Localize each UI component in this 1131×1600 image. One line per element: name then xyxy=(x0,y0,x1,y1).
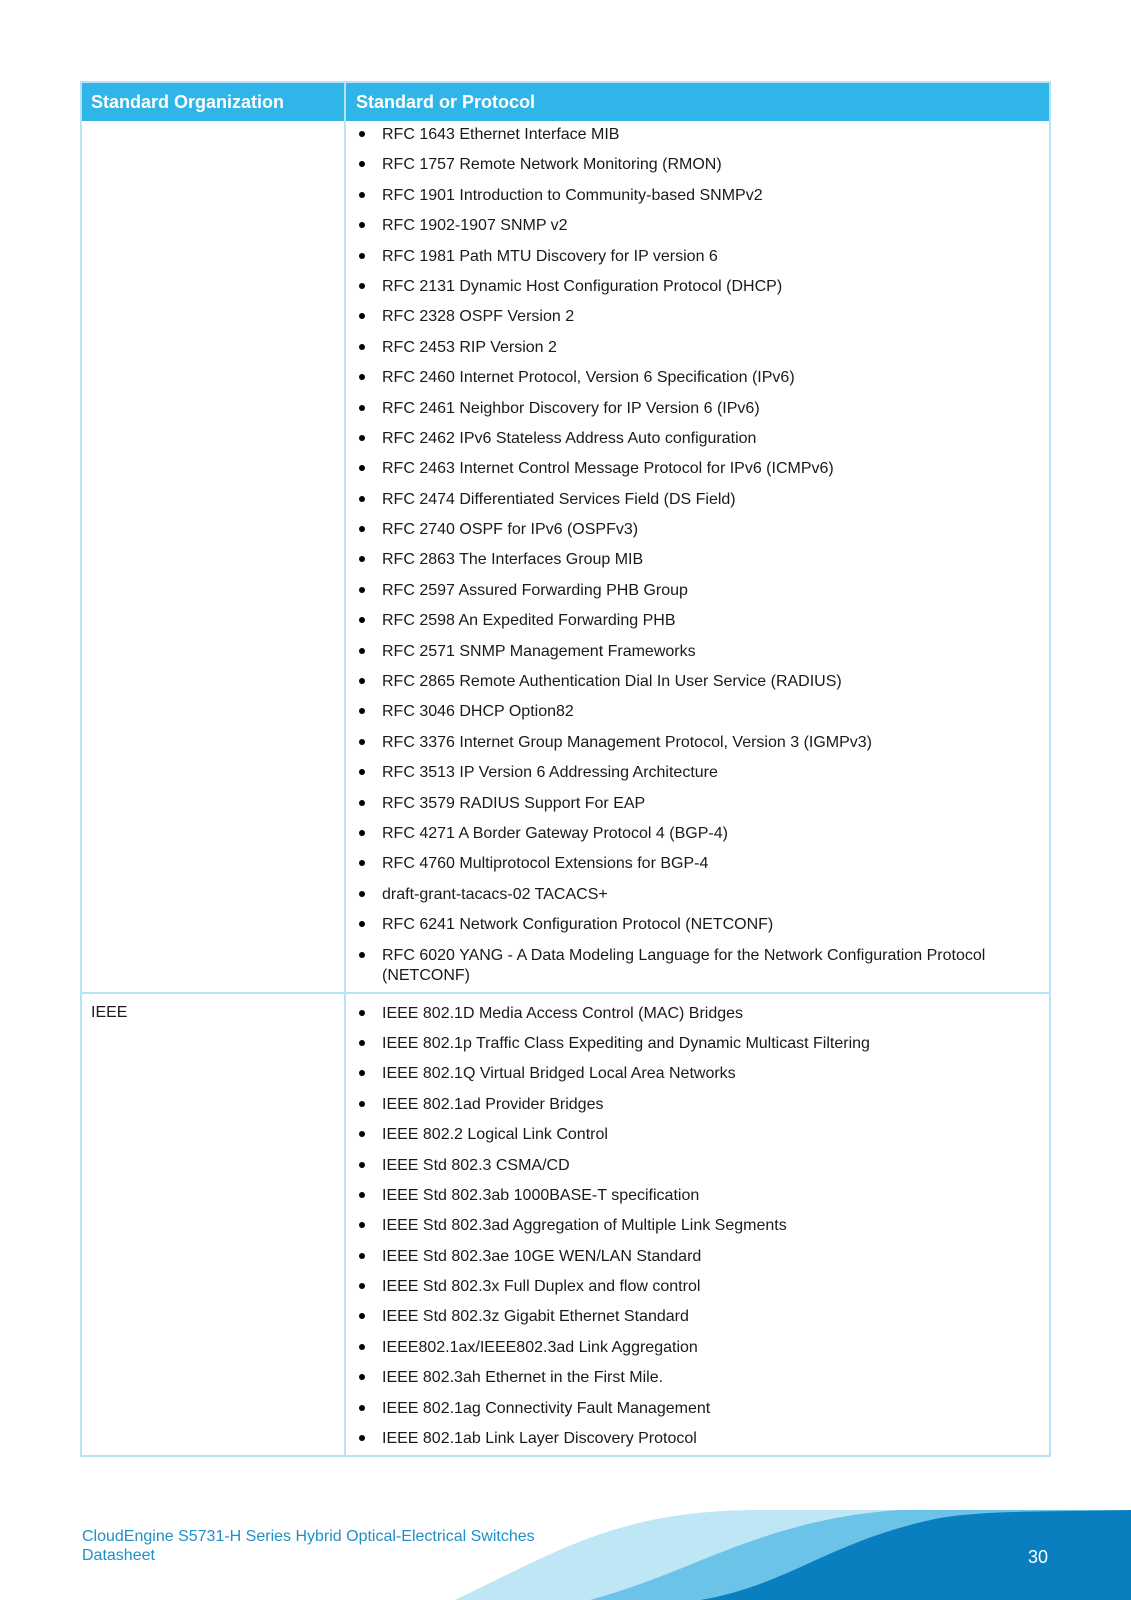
list-item: IEEE Std 802.3 CSMA/CD xyxy=(346,1156,1037,1176)
list-item: RFC 1901 Introduction to Community-based SNMPv2 xyxy=(346,186,1037,206)
list-item: IEEE Std 802.3ad Aggregation of Multiple Link Segments xyxy=(346,1216,1037,1236)
list-item: RFC 1643 Ethernet Interface MIB xyxy=(346,125,1037,145)
list-item: RFC 2474 Differentiated Services Field (DS Field) xyxy=(346,490,1037,510)
list-item: RFC 2863 The Interfaces Group MIB xyxy=(346,550,1037,570)
list-item: RFC 4271 A Border Gateway Protocol 4 (BGP-4) xyxy=(346,824,1037,844)
list-item: RFC 3513 IP Version 6 Addressing Architecture xyxy=(346,763,1037,783)
list-item: IEEE 802.1p Traffic Class Expediting and Dynamic Multicast Filtering xyxy=(346,1034,1037,1054)
table-body xyxy=(82,121,1049,1455)
list-item: RFC 3046 DHCP Option82 xyxy=(346,702,1037,722)
list-item: IEEE 802.1D Media Access Control (MAC) Bridges xyxy=(346,1004,1037,1024)
protocol-list xyxy=(346,121,1049,992)
list-item: RFC 6020 YANG - A Data Modeling Language for the Network Configuration Protocol (NETCONF) xyxy=(346,946,1037,986)
page-number: 30 xyxy=(1028,1547,1049,1567)
list-item: IEEE Std 802.3x Full Duplex and flow control xyxy=(346,1277,1037,1297)
list-item: RFC 2598 An Expedited Forwarding PHB xyxy=(346,611,1037,631)
list-item: RFC 2131 Dynamic Host Configuration Protocol (DHCP) xyxy=(346,277,1037,297)
footer-document-title: CloudEngine S5731-H Series Hybrid Optical-Electrical Switches Datasheet xyxy=(82,1528,535,1564)
list-item: RFC 2865 Remote Authentication Dial In User Service (RADIUS) xyxy=(346,672,1037,692)
list-item: IEEE 802.2 Logical Link Control xyxy=(346,1125,1037,1145)
protocol-cell xyxy=(346,121,1049,992)
list-item: RFC 3579 RADIUS Support For EAP xyxy=(346,794,1037,814)
table-row xyxy=(82,121,1049,992)
list-item: IEEE Std 802.3z Gigabit Ethernet Standard xyxy=(346,1307,1037,1327)
list-item: IEEE 802.1Q Virtual Bridged Local Area Networks xyxy=(346,1064,1037,1084)
list-item: RFC 2461 Neighbor Discovery for IP Version 6 (IPv6) xyxy=(346,399,1037,419)
list-item: draft-grant-tacacs-02 TACACS+ xyxy=(346,885,1037,905)
protocol-list xyxy=(346,994,1049,1455)
protocol-cell xyxy=(346,994,1049,1455)
list-item: RFC 2740 OSPF for IPv6 (OSPFv3) xyxy=(346,520,1037,540)
list-item: RFC 6241 Network Configuration Protocol (NETCONF) xyxy=(346,915,1037,935)
list-item: IEEE Std 802.3ab 1000BASE-T specification xyxy=(346,1186,1037,1206)
organization-cell xyxy=(82,121,346,992)
header-protocol: Standard or Protocol xyxy=(356,91,536,112)
list-item: RFC 1902-1907 SNMP v2 xyxy=(346,216,1037,236)
list-item: RFC 2328 OSPF Version 2 xyxy=(346,307,1037,327)
table-header xyxy=(82,83,1049,121)
list-item: RFC 4760 Multiprotocol Extensions for BGP-4 xyxy=(346,854,1037,874)
list-item: RFC 2463 Internet Control Message Protocol for IPv6 (ICMPv6) xyxy=(346,459,1037,479)
list-item: RFC 2597 Assured Forwarding PHB Group xyxy=(346,581,1037,601)
list-item: RFC 3376 Internet Group Management Protocol, Version 3 (IGMPv3) xyxy=(346,733,1037,753)
list-item: IEEE 802.3ah Ethernet in the First Mile. xyxy=(346,1368,1037,1388)
list-item: IEEE 802.1ab Link Layer Discovery Protocol xyxy=(346,1429,1037,1449)
organization-cell: IEEE xyxy=(82,994,346,1455)
list-item: RFC 1757 Remote Network Monitoring (RMON) xyxy=(346,155,1037,175)
list-item: RFC 2460 Internet Protocol, Version 6 Specification (IPv6) xyxy=(346,368,1037,388)
list-item: RFC 2462 IPv6 Stateless Address Auto configuration xyxy=(346,429,1037,449)
list-item: IEEE802.1ax/IEEE802.3ad Link Aggregation xyxy=(346,1338,1037,1358)
list-item: IEEE 802.1ag Connectivity Fault Management xyxy=(346,1399,1037,1419)
list-item: IEEE 802.1ad Provider Bridges xyxy=(346,1095,1037,1115)
standards-table xyxy=(80,81,1051,1457)
header-organization: Standard Organization xyxy=(82,83,346,121)
list-item: IEEE Std 802.3ae 10GE WEN/LAN Standard xyxy=(346,1247,1037,1267)
list-item: RFC 2571 SNMP Management Frameworks xyxy=(346,642,1037,662)
list-item: RFC 1981 Path MTU Discovery for IP version 6 xyxy=(346,247,1037,267)
list-item: RFC 2453 RIP Version 2 xyxy=(346,338,1037,358)
table-row xyxy=(82,992,1049,1455)
